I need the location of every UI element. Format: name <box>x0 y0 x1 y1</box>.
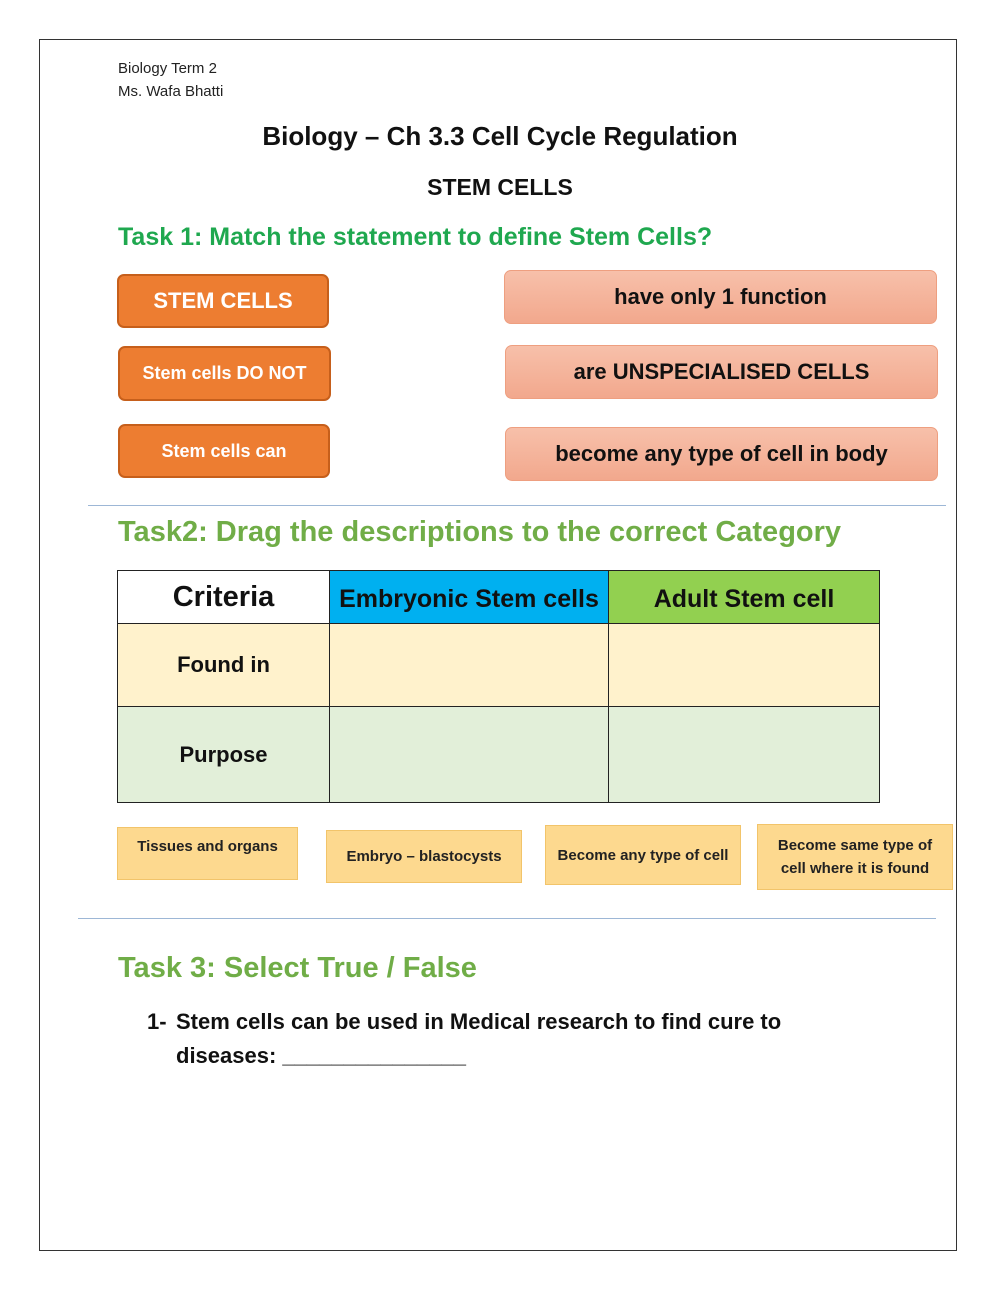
drop-zone-embryonic-found-in[interactable] <box>330 624 609 707</box>
section-divider <box>88 505 946 506</box>
match-right-unspecialised[interactable]: are UNSPECIALISED CELLS <box>505 345 938 399</box>
drop-zone-embryonic-purpose[interactable] <box>330 707 609 803</box>
match-right-any-type[interactable]: become any type of cell in body <box>505 427 938 481</box>
question-text-line2[interactable]: diseases: _______________ <box>176 1043 466 1068</box>
page-title: Biology – Ch 3.3 Cell Cycle Regulation <box>262 121 738 151</box>
task2-heading: Task2: Drag the descriptions to the correct Category <box>118 516 842 548</box>
drop-zone-adult-found-in[interactable] <box>609 624 880 707</box>
question-number: 1- <box>147 1009 167 1034</box>
task3-heading: Task 3: Select True / False <box>118 952 477 984</box>
section-divider <box>78 918 936 919</box>
match-left-can[interactable]: Stem cells can <box>118 424 330 478</box>
match-left-stem-cells[interactable]: STEM CELLS <box>117 274 329 328</box>
drop-zone-adult-purpose[interactable] <box>609 707 880 803</box>
header-term: Biology Term 2 <box>118 60 217 77</box>
header-teacher: Ms. Wafa Bhatti <box>118 83 224 100</box>
header-embryonic: Embryonic Stem cells <box>330 571 609 624</box>
drag-chip-tissues-organs[interactable]: Tissues and organs <box>117 827 298 880</box>
task1-heading: Task 1: Match the statement to define Stem Cells? <box>118 223 713 251</box>
match-left-do-not[interactable]: Stem cells DO NOT <box>118 346 331 401</box>
header-adult: Adult Stem cell <box>609 571 880 624</box>
match-right-one-function[interactable]: have only 1 function <box>504 270 937 324</box>
drag-chip-any-type[interactable]: Become any type of cell <box>545 825 741 885</box>
drag-chip-embryo-blastocysts[interactable]: Embryo – blastocysts <box>326 830 522 883</box>
page-subtitle: STEM CELLS <box>427 174 573 200</box>
drag-chip-same-type[interactable]: Become same type of cell where it is found <box>757 824 953 890</box>
row-label-purpose: Purpose <box>118 707 330 803</box>
header-criteria: Criteria <box>118 571 330 624</box>
question-text-line1: Stem cells can be used in Medical research to find cure to <box>176 1009 782 1034</box>
category-table <box>117 570 880 803</box>
row-label-found-in: Found in <box>118 624 330 707</box>
